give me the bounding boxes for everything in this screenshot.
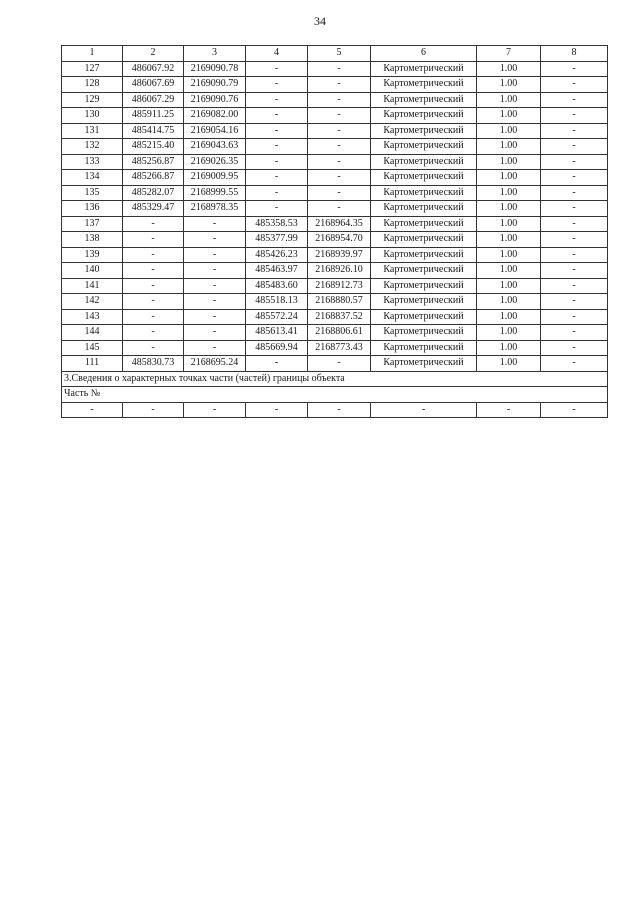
table-cell: - [123, 325, 184, 341]
table-cell: 127 [62, 61, 123, 77]
table-row [62, 61, 608, 77]
table-cell: - [184, 309, 246, 325]
table-cell: Картометрический [371, 309, 477, 325]
table-cell: 2168806.61 [308, 325, 371, 341]
table-cell: 485911.25 [123, 108, 184, 124]
table-cell: - [246, 139, 308, 155]
table-cell: 2169090.76 [184, 92, 246, 108]
table-cell: - [541, 154, 608, 170]
table-cell: 2168837.52 [308, 309, 371, 325]
table-cell: - [541, 309, 608, 325]
table-cell: 1.00 [477, 294, 541, 310]
table-cell: 137 [62, 216, 123, 232]
table-cell: - [308, 402, 371, 418]
table-cell: Картометрический [371, 123, 477, 139]
table-row [62, 216, 608, 232]
table-cell: - [246, 201, 308, 217]
table-cell: 485282.07 [123, 185, 184, 201]
table-cell: 143 [62, 309, 123, 325]
table-cell: 1.00 [477, 309, 541, 325]
table-cell: 142 [62, 294, 123, 310]
table-cell: 485266.87 [123, 170, 184, 186]
table-cell: 2169090.78 [184, 61, 246, 77]
table-cell: - [541, 185, 608, 201]
table-row [62, 247, 608, 263]
table-cell: - [541, 356, 608, 372]
table-cell: 5 [308, 46, 371, 62]
table-cell: - [246, 123, 308, 139]
table-row [62, 340, 608, 356]
table-cell: - [184, 278, 246, 294]
table-cell: 486067.92 [123, 61, 184, 77]
table-cell: 486067.69 [123, 77, 184, 93]
table-cell: - [246, 92, 308, 108]
table-cell: - [308, 108, 371, 124]
table-cell: - [123, 247, 184, 263]
table-cell: 2169082.00 [184, 108, 246, 124]
table-row [62, 201, 608, 217]
table-cell: 7 [477, 46, 541, 62]
table-cell: 1.00 [477, 185, 541, 201]
table-cell: Картометрический [371, 170, 477, 186]
table-row [62, 77, 608, 93]
table-cell: Картометрический [371, 278, 477, 294]
table-cell: - [123, 263, 184, 279]
table-cell: - [541, 216, 608, 232]
table-cell: Картометрический [371, 216, 477, 232]
table-cell: 1.00 [477, 216, 541, 232]
table-cell: - [123, 340, 184, 356]
table-cell: - [541, 325, 608, 341]
table-header-row [62, 46, 608, 62]
table-cell: - [184, 294, 246, 310]
table-cell: - [541, 294, 608, 310]
table-cell: 485483.60 [246, 278, 308, 294]
table-cell: 2168999.55 [184, 185, 246, 201]
table-cell: - [246, 154, 308, 170]
table-cell: 6 [371, 46, 477, 62]
table-cell: 144 [62, 325, 123, 341]
table-cell: Картометрический [371, 325, 477, 341]
table-cell: 136 [62, 201, 123, 217]
table-cell: 485414.75 [123, 123, 184, 139]
table-cell: 485518.13 [246, 294, 308, 310]
table-cell: 2168978.35 [184, 201, 246, 217]
table-cell: Картометрический [371, 232, 477, 248]
table-cell: - [541, 108, 608, 124]
table-cell: - [246, 170, 308, 186]
table-cell: 1.00 [477, 61, 541, 77]
table-cell: 1.00 [477, 170, 541, 186]
table-cell: - [308, 356, 371, 372]
table-cell: 485215.40 [123, 139, 184, 155]
part-number-label: Часть № [62, 387, 608, 403]
table-cell: 2168880.57 [308, 294, 371, 310]
table-cell: 2169043.63 [184, 139, 246, 155]
table-cell: - [541, 92, 608, 108]
table-cell: - [371, 402, 477, 418]
table-cell: Картометрический [371, 185, 477, 201]
table-cell: - [541, 139, 608, 155]
table-cell: - [308, 123, 371, 139]
table-cell: - [541, 247, 608, 263]
table-row [62, 108, 608, 124]
table-cell: Картометрический [371, 154, 477, 170]
table-cell: - [308, 154, 371, 170]
table-cell: 132 [62, 139, 123, 155]
page-number: 34 [314, 14, 326, 28]
table-cell: - [308, 185, 371, 201]
table-cell: 485669.94 [246, 340, 308, 356]
table-cell: Картометрический [371, 139, 477, 155]
table-cell: - [123, 402, 184, 418]
table-cell: Картометрический [371, 356, 477, 372]
table-cell: - [541, 402, 608, 418]
characteristic-points-table [61, 45, 608, 418]
table-cell: 1.00 [477, 92, 541, 108]
table-cell: 1.00 [477, 325, 541, 341]
empty-row [62, 402, 608, 418]
table-cell: - [541, 232, 608, 248]
table-cell: 2169009.95 [184, 170, 246, 186]
table-cell: 2169054.16 [184, 123, 246, 139]
table-cell: 2168939.97 [308, 247, 371, 263]
table-row [62, 170, 608, 186]
table-row [62, 263, 608, 279]
table-row [62, 278, 608, 294]
table-cell: 485463.97 [246, 263, 308, 279]
table-row [62, 139, 608, 155]
table-cell: - [246, 185, 308, 201]
table-cell: 139 [62, 247, 123, 263]
table-cell: 138 [62, 232, 123, 248]
table-cell: 486067.29 [123, 92, 184, 108]
table-row [62, 92, 608, 108]
table-cell: 1.00 [477, 201, 541, 217]
table-cell: 8 [541, 46, 608, 62]
table-cell: - [308, 77, 371, 93]
table-cell: 2169026.35 [184, 154, 246, 170]
table-cell: 2169090.79 [184, 77, 246, 93]
table-cell: - [184, 216, 246, 232]
table-cell: 2 [123, 46, 184, 62]
table-cell: 485572.24 [246, 309, 308, 325]
table-cell: 111 [62, 356, 123, 372]
table-cell: Картометрический [371, 294, 477, 310]
table-cell: 129 [62, 92, 123, 108]
section-title-row [62, 371, 608, 387]
table-cell: - [123, 216, 184, 232]
table-cell: 1.00 [477, 139, 541, 155]
table-cell: - [184, 232, 246, 248]
section-title: 3.Сведения о характерных точках части (частей) границы объекта [62, 371, 608, 387]
table-cell: - [308, 92, 371, 108]
table-cell: - [246, 108, 308, 124]
table-cell: - [541, 123, 608, 139]
table-cell: - [62, 402, 123, 418]
table-cell: 485329.47 [123, 201, 184, 217]
table-cell: 145 [62, 340, 123, 356]
table-cell: 1 [62, 46, 123, 62]
table-cell: - [123, 309, 184, 325]
table-cell: 485613.41 [246, 325, 308, 341]
table-cell: 2168954.70 [308, 232, 371, 248]
table-cell: - [308, 139, 371, 155]
table-cell: 135 [62, 185, 123, 201]
table-cell: - [477, 402, 541, 418]
table-cell: 2168773.43 [308, 340, 371, 356]
table-cell: - [123, 232, 184, 248]
table-cell: - [246, 356, 308, 372]
table-cell: Картометрический [371, 77, 477, 93]
table-cell: Картометрический [371, 108, 477, 124]
table-cell: Картометрический [371, 61, 477, 77]
table-cell: - [541, 263, 608, 279]
table-cell: Картометрический [371, 247, 477, 263]
table-cell: - [184, 247, 246, 263]
table-cell: - [308, 201, 371, 217]
table-cell: - [246, 77, 308, 93]
table-cell: 1.00 [477, 263, 541, 279]
table-row [62, 294, 608, 310]
table-cell: 1.00 [477, 278, 541, 294]
table-cell: 4 [246, 46, 308, 62]
table-row [62, 356, 608, 372]
table-row [62, 154, 608, 170]
table-cell: 485830.73 [123, 356, 184, 372]
table-cell: 1.00 [477, 340, 541, 356]
table-cell: - [184, 340, 246, 356]
table-cell: - [123, 278, 184, 294]
table-cell: - [541, 77, 608, 93]
table-cell: Картометрический [371, 263, 477, 279]
table-cell: - [308, 61, 371, 77]
table-cell: 2168695.24 [184, 356, 246, 372]
table-cell: 141 [62, 278, 123, 294]
table-cell: 1.00 [477, 232, 541, 248]
table-cell: - [246, 402, 308, 418]
part-number-row [62, 387, 608, 403]
table-cell: 133 [62, 154, 123, 170]
table-cell: 140 [62, 263, 123, 279]
table-cell: 131 [62, 123, 123, 139]
table-cell: Картометрический [371, 201, 477, 217]
table-cell: - [123, 294, 184, 310]
table-cell: 128 [62, 77, 123, 93]
table-cell: 1.00 [477, 123, 541, 139]
table-cell: 485256.87 [123, 154, 184, 170]
table-cell: - [246, 61, 308, 77]
table-cell: 134 [62, 170, 123, 186]
table-cell: - [541, 61, 608, 77]
table-cell: 130 [62, 108, 123, 124]
table-body [62, 46, 608, 418]
table-cell: 2168964.35 [308, 216, 371, 232]
table-row [62, 123, 608, 139]
table-cell: 2168912.73 [308, 278, 371, 294]
table-cell: - [541, 170, 608, 186]
table-cell: 485377.99 [246, 232, 308, 248]
table-cell: 1.00 [477, 247, 541, 263]
table-cell: - [308, 170, 371, 186]
table-cell: 3 [184, 46, 246, 62]
table-cell: 1.00 [477, 77, 541, 93]
table-row [62, 232, 608, 248]
table-cell: - [541, 278, 608, 294]
table-row [62, 309, 608, 325]
table-cell: 2168926.10 [308, 263, 371, 279]
table-row [62, 325, 608, 341]
table-cell: - [184, 402, 246, 418]
table-cell: 1.00 [477, 154, 541, 170]
table-cell: - [541, 340, 608, 356]
table-cell: Картометрический [371, 340, 477, 356]
table-cell: - [541, 201, 608, 217]
table-cell: 1.00 [477, 108, 541, 124]
table-cell: - [184, 325, 246, 341]
table-row [62, 185, 608, 201]
table-cell: - [184, 263, 246, 279]
table-cell: 1.00 [477, 356, 541, 372]
table-cell: 485426.23 [246, 247, 308, 263]
table-cell: 485358.53 [246, 216, 308, 232]
table-cell: Картометрический [371, 92, 477, 108]
